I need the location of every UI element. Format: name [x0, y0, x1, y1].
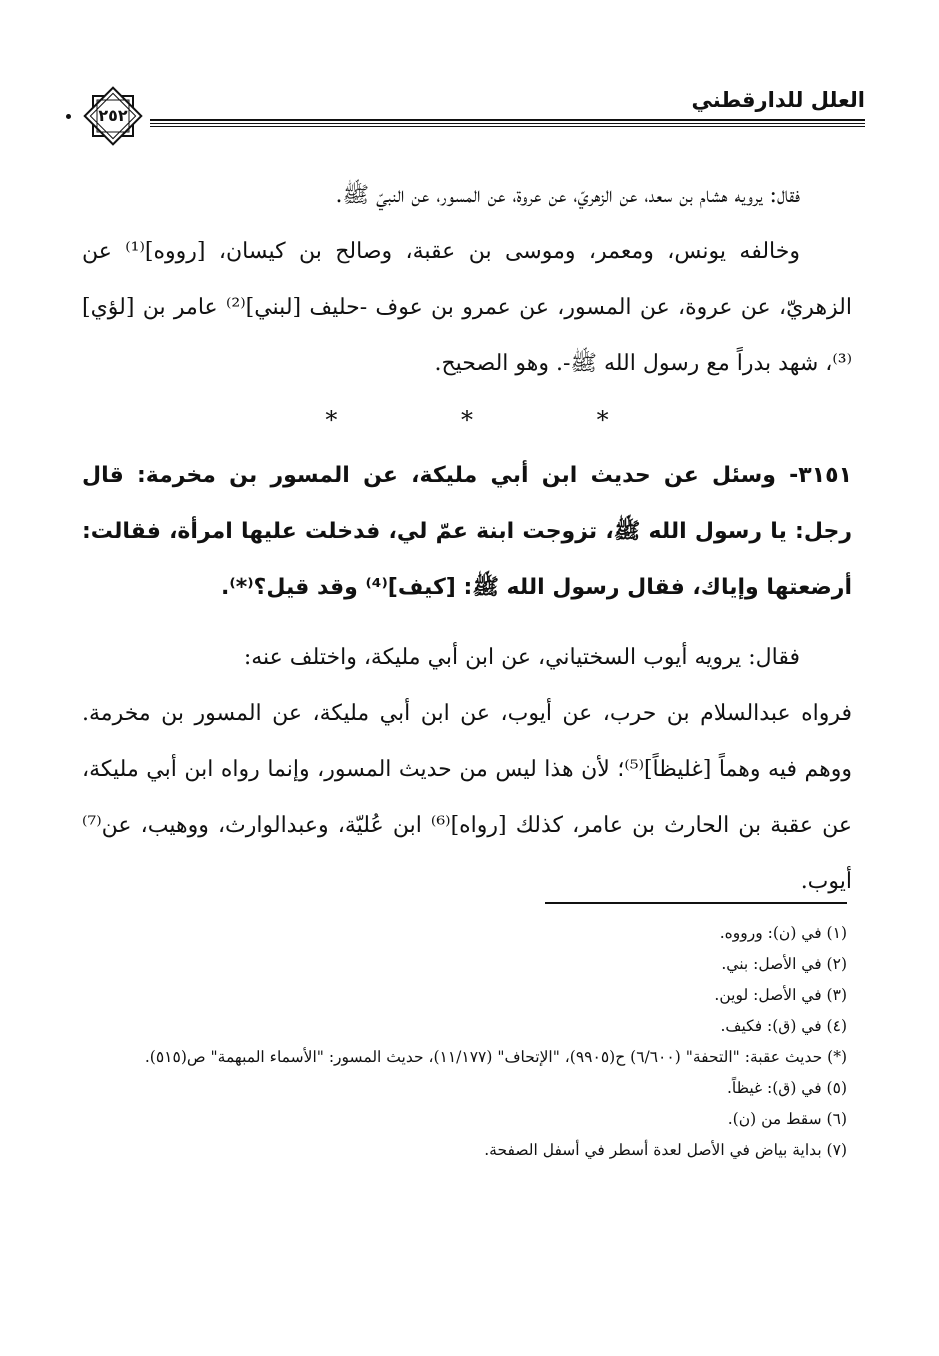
footnote-3: (٣) في الأصل: لوين. — [714, 986, 847, 1004]
paragraph-2: وخالفه يونس، ومعمر، وموسى بن عقبة، وصالح بن كيسان، [رووه]⁽¹⁾ عن الزهريّ، عن عروة، عن المسور، عن عمرو بن عوف -حليف [لبني]⁽²⁾ عامر بن [لؤي]⁽³⁾، شهد بدراً مع رسول الله ﷺ-. وهو الصحيح. — [82, 239, 852, 376]
footnote-5: (٥) في (ق): غيظاً. — [726, 1079, 847, 1097]
footnote-4: (٤) في (ق): فكيف. — [720, 1017, 847, 1035]
footnote-star: (*) حديث عقبة: "التحفة" (٦/٦٠٠) ح(٩٩٠٥)، "الإتحاف" (١١/١٧٧)، حديث المسور: "الأسماء المبهمة" ص(٥١٥). — [144, 1048, 847, 1066]
paragraph-1: فقال: يرويه هشام بن سعد، عن الزهريّ، عن عروة، عن المسور، عن النبيّ ﷺ. — [335, 183, 800, 208]
footnotes — [82, 918, 847, 1166]
paragraph-3: فقال: يرويه أيوب السختياني، عن ابن أبي مليكة، واختلف عنه: — [243, 645, 800, 670]
header-rule — [150, 119, 865, 124]
footnote-rule — [545, 902, 847, 904]
question-paragraph: ٣١٥١- وسئل عن حديث ابن أبي مليكة، عن المسور بن مخرمة: قال رجل: يا رسول الله ﷺ، تزوجت ابنة عمّ لي، فدخلت عليها امرأة، فقالت: أرضعتها وإياك، فقال رسول الله ﷺ: [كيف]⁽⁴⁾ وقد قيل؟⁽*⁾. — [82, 463, 852, 600]
page-header — [80, 78, 865, 138]
running-title: العلل للدارقطني — [691, 88, 865, 112]
page-number: ٢٥٢ — [98, 106, 128, 125]
footnote-2: (٢) في الأصل: بني. — [721, 955, 847, 973]
footnote-7: (٧) بداية بياض في الأصل لعدة أسطر في أسفل الصفحة. — [484, 1141, 847, 1159]
spacer — [82, 616, 852, 630]
section-separator: * * * — [325, 406, 667, 434]
header-rule-thin — [150, 126, 865, 127]
footnote-1: (١) في (ن): ورووه. — [719, 924, 847, 942]
main-text — [82, 168, 852, 910]
header-dot — [66, 114, 71, 119]
paragraph-4: فرواه عبدالسلام بن حرب، عن أيوب، عن ابن أبي مليكة، عن المسور بن مخرمة. ووهم فيه وهماً [غليظاً]⁽⁵⁾؛ لأن هذا ليس من حديث المسور، وإنما رواه ابن أبي مليكة، عن عقبة بن الحارث بن عامر، كذلك [رواه]⁽⁶⁾ ابن عُليّة، وعبدالوارث، ووهيب، عن⁽⁷⁾ أيوب. — [82, 701, 852, 894]
footnote-6: (٦) سقط من (ن). — [727, 1110, 847, 1128]
page-number-badge — [80, 83, 146, 149]
